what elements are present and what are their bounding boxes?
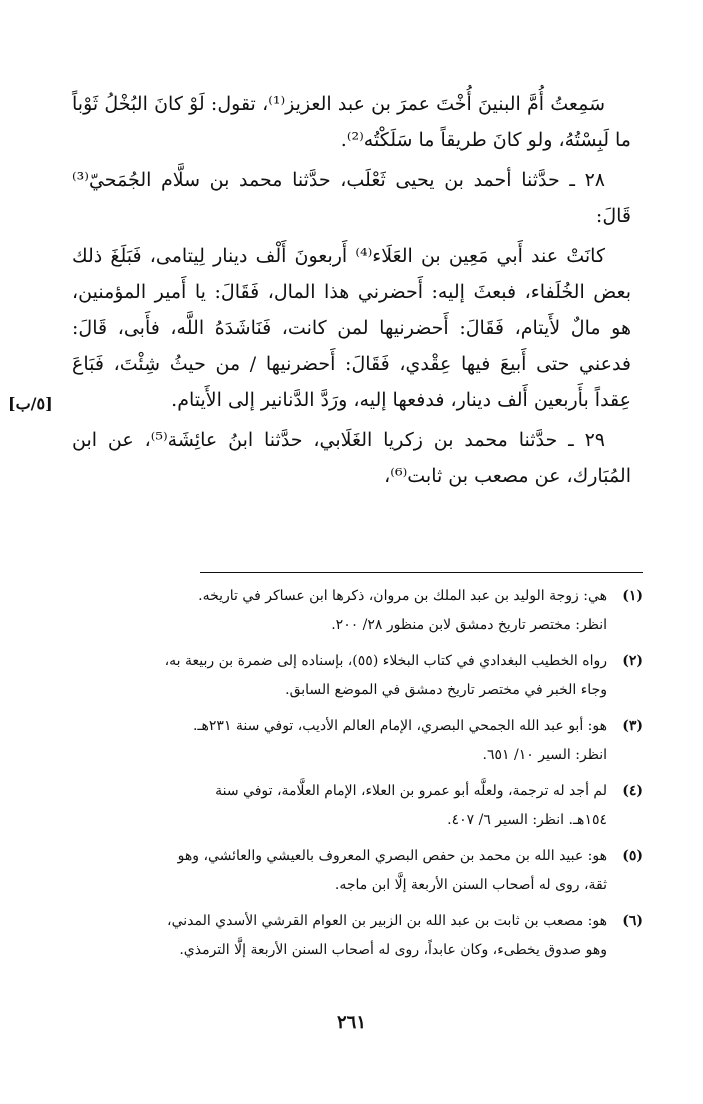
paragraph-3: كانَتْ عند أَبي مَعِين بن العَلَاء⁽⁴⁾ أَربعونَ أَلْف دينار لِيتامى، فَبَلَغَ ذلك بعض الخُلَفاء، فبعثَ إليه: أَحضرني هذا المال، فَقَالَ: يا أَمير المؤمنين، هو مالٌ لأَيتام، فَقَالَ: أَحضرنيها لمن كانت، فَنَاشَدَهُ اللَّه، فأَبى، قَالَ: فدعني حتى أَبيعَ فيها عِقْدي، فَقَالَ: أَحضرنيها / من حيثُ شِئْتَ، فَبَاعَ عِقداً بأَربعين أَلف دينار، فدفعها إليه، ورَدَّ الدَّنانير إلى الأَيتام. (72, 245, 631, 411)
footnote-1 (66, 582, 643, 640)
footnote-line: انظر: مختصر تاريخ دمشق لابن منظور ٢٨/ ٢٠٠. (331, 617, 607, 633)
paragraph-4-hadith-29: ٢٩ ـ حدَّثنا محمد بن زكريا الغَلَابي، حدَّثنا ابنُ عائِشَة⁽⁵⁾، عن ابن المُبَارك، عن مصعب بن ثابت⁽⁶⁾، (72, 429, 631, 487)
footnote-line: وجاء الخبر في مختصر تاريخ دمشق في الموضع السابق. (285, 682, 607, 698)
footnote-number: (٥) (622, 848, 643, 864)
footnotes (66, 582, 643, 972)
footnote-2 (66, 647, 643, 705)
footnote-text (66, 582, 607, 640)
paragraph-2-hadith-28: ٢٨ ـ حدَّثنا أحمد بن يحيى ثَعْلَب، حدَّثنا محمد بن سلَّام الجُمَحيّ⁽³⁾ قَالَ: (72, 169, 631, 227)
footnote-text (66, 647, 607, 705)
footnote-number: (٦) (622, 913, 643, 929)
footnote-number: (٤) (622, 783, 643, 799)
footnote-5 (66, 842, 643, 900)
footnote-line: انظر: السير ١٠/ ٦٥١. (482, 747, 607, 763)
footnote-text (66, 777, 607, 835)
footnote-number: (٣) (622, 718, 643, 734)
footnote-3 (66, 712, 643, 770)
paragraph-1: سَمِعتُ أُمَّ البنينَ أُخْتَ عمرَ بن عبد العزيز⁽¹⁾، تقول: لَوْ كانَ البُخْلُ ثَوْباً ما لَبِسْتُهُ، ولو كانَ طريقاً ما سَلَكْتُه⁽²⁾. (72, 93, 631, 151)
main-text (72, 86, 631, 494)
footnote-text (66, 842, 607, 900)
footnote-6 (66, 907, 643, 965)
footnote-line: رواه الخطيب البغدادي في كتاب البخلاء (٥٥)، بإسناده إلى ضمرة بن ربيعة به، (164, 653, 607, 669)
footnote-line: لم أجد له ترجمة، ولعلَّه أبو عمرو بن العلاء، الإمام العلَّامة، توفي سنة (215, 783, 607, 799)
footnote-number: (١) (622, 588, 643, 604)
footnote-line: هو: عبيد الله بن محمد بن حفص البصري المعروف بالعيشي والعائشي، وهو (177, 848, 607, 864)
footnote-4 (66, 777, 643, 835)
footnote-line: هو: مصعب بن ثابت بن عبد الله بن الزبير بن العوام القرشي الأسدي المدني، (167, 913, 607, 929)
footnote-line: ١٥٤هـ. انظر: السير ٦/ ٤٠٧. (447, 812, 607, 828)
footnote-separator (200, 572, 643, 573)
footnote-line: ثقة، روى له أصحاب السنن الأربعة إلَّا ابن ماجه. (334, 877, 607, 893)
footnote-text (66, 907, 607, 965)
footnote-line: هو: أبو عبد الله الجمحي البصري، الإمام العالم الأديب، توفي سنة ٢٣١هـ. (192, 718, 607, 734)
footnote-line: هي: زوجة الوليد بن عبد الملك بن مروان، ذكرها ابن عساكر في تاريخه. (198, 588, 607, 604)
footnote-number: (٢) (622, 653, 643, 669)
footnote-text (66, 712, 607, 770)
manuscript-folio-note: [٥/ب] (8, 394, 53, 413)
page-number: ٢٦١ (336, 1012, 366, 1033)
footnote-line: وهو صدوق يخطىء، وكان عابداً، روى له أصحاب السنن الأربعة إلَّا الترمذي. (179, 942, 607, 958)
